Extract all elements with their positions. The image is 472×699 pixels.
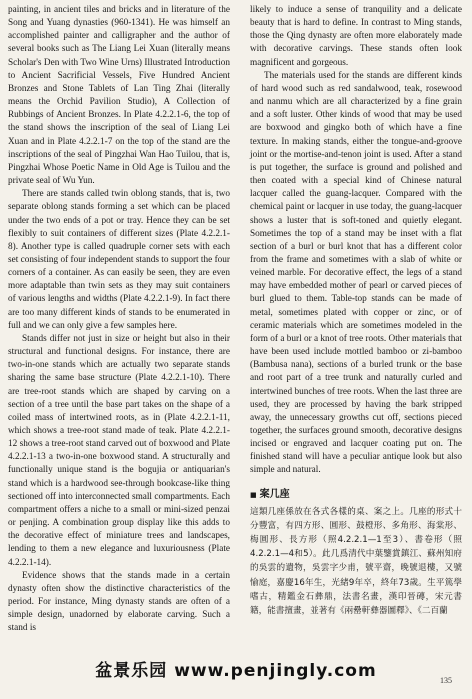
chinese-heading-text: 案几座 xyxy=(259,488,290,500)
site-watermark: 盆景乐园 www.penjingly.com xyxy=(95,661,377,681)
square-bullet-icon: ■ xyxy=(250,490,257,499)
paragraph: painting, in ancient tiles and bricks and in literature of the Song and Yuang dynasties (960-1341). He was himself an accomplished painter and calligrapher and the author of several books such as The Liang Lei Xuan (literally means Scholar's Den with Two Wine Urns) Illustrated Introduction to Ancient Sacrificial Vessels, Five Hundred Ancient Bronzes and Stone Tablets of Lan Ting Zhai (literally means the Orchid Pavilion Studio), A Collection of Rubbings of Ancient Bronzes. In Plate 4.2.2.1-6, the top of the stand shows the inscription of the seal of Liang Lei Xuan and in Plate 4.2.2.1-7 on the top of the stand are the inscriptions of the seal of Pingzhai Wan Hao Tuilou, that is, Pingzhai Whose Poetic Name in Old Age is Tuilou and the private seal of Wu Yun. xyxy=(8,5,230,187)
chinese-paragraph: 這類几座係放在各式各樣的桌、案之上。几座的形式十分豐富，有四方形、圓形、鼓橙形、多角形、海棠形、梅圓形、長方形（照4.2.2.1—1至3）、書卷形（照4.2.2.1—4和5）。此几爲清代中葉鑒賞鎮江、蘇州知府的吳雲的遺物，吳雲字少甫，號平齋，晚號退樓，又號愉庭，嘉慶16年生，光緒9年卒，終年73歲。生平篤學嗜古，精鑑金石彝鼎，法書名畫，漢印晉磚，宋元書籍，能書擅畫，並著有《兩罍軒彝器圖釋》、《二百蘭 xyxy=(250,506,462,617)
page-footer xyxy=(0,648,472,699)
paragraph: There are stands called twin oblong stands, that is, two separate oblong stands forming a set which can be placed under the two ends of a pot or tray. Hence they can be set flexibly to suit containers of different sizes (Plate 4.2.2.1-8). Another type is called quadruple corner sets with each set consisting of four independent stands to support the four corners of a container. As can easily be seen, they are even more adaptable than twin sets as they may suit containers of various lengths and widths (Plate 4.2.2.1-9). In fact there are too many different kinds of stands to be enumerated in full and we can only give a few samples here. xyxy=(8,189,230,331)
chinese-section-heading xyxy=(250,488,462,502)
paragraph: The materials used for the stands are different kinds of hard wood such as red sandalwood, teak, rosewood and nanmu which are all characterized by a fine grain and a soft luster. Other kinds of wood that may be used are boxwood and gingko both of which have a fine texture. In making stands, either the tongue-and-groove joint or the mortise-and-tenon joint is used. After a stand is put together, the surface is ground and polished and then coated with a special kind of Chinese natural lacquer called the guang-lacquer. Compared with the chemical paint or lacquer in use today, the guang-lacquer shows a luster that is soft-toned and quietly elegant. Sometimes the top of a stand may be inset with a flat section of a burl or burl knot that has a different color from the frame and sometimes with a slab of white or veined marble. For decorative effect, the legs of a stand may have embedded mother of pearl or carved pieces of burl glued to them. Table-top stands can be made of metal, sometimes plated with copper or zinc, or of ceramic materials which are sometimes modeled in the form of a burl or a knot of tree roots. Other materials that have been used include mottled bamboo or zi-bamboo (Bambusa nana), sections of a burled trunk or the base and root part of a tree trunk and naturally curled and intertwined bunches of tree roots. When the last three are used, they are processed by having the bark stripped away, the unnecessary growths cut off, sections pieced together, the surfaces ground smooth, decorative designs incised or engraved and lacquer coating put on. The finished stand will have a peculiar antique look but also simple and natural. xyxy=(250,70,462,476)
left-text-column xyxy=(8,4,230,636)
page-number: 135 xyxy=(440,676,452,685)
paragraph: Stands differ not just in size or height but also in their structural and functional designs. For instance, there are two-in-one stands which are actually two separate stands sharing the same base structure (Plate 4.2.2.1-10). There are tree-root stands which are shaped by carving on a section of a tree until the base part takes on the shape of a coiled mass of intertwined roots, as in (Plate 4.2.2.1-11, which shows a tree-root stand made of teak. Plate 4.2.2.1-12 shows a tree-root stand carved out of boxwood and Plate 4.2.2.1-13 a two-in-one boxwood stand. A structurally and functionally unique stand is the bogujia or antiquarian's stand which is a hardwood see-through bookcase-like thing sectioned off into interconnected small compartments. Each compartment offers a niche to a small or mini-sized penzai or penjing. A combination group display like this adds to the decorative effect of miniature trees and landscapes, lending to them a new elegance and luxuriousness (Plate 4.2.2.1-14). xyxy=(8,333,230,568)
paragraph: Evidence shows that the stands made in a certain dynasty often show the distinctive characteristics of the period. For instance, Ming dynasty stands are often of a simple design, unadorned by elaborate carving. Such a stand is xyxy=(8,570,230,634)
paragraph: likely to induce a sense of tranquility and a delicate beauty that is hard to define. In contrast to Ming stands, those the Qing dynasty are often more elaborately made with decorative carvings. These stands often look magnificent and gorgeous. xyxy=(250,5,462,68)
right-text-column xyxy=(250,4,462,618)
